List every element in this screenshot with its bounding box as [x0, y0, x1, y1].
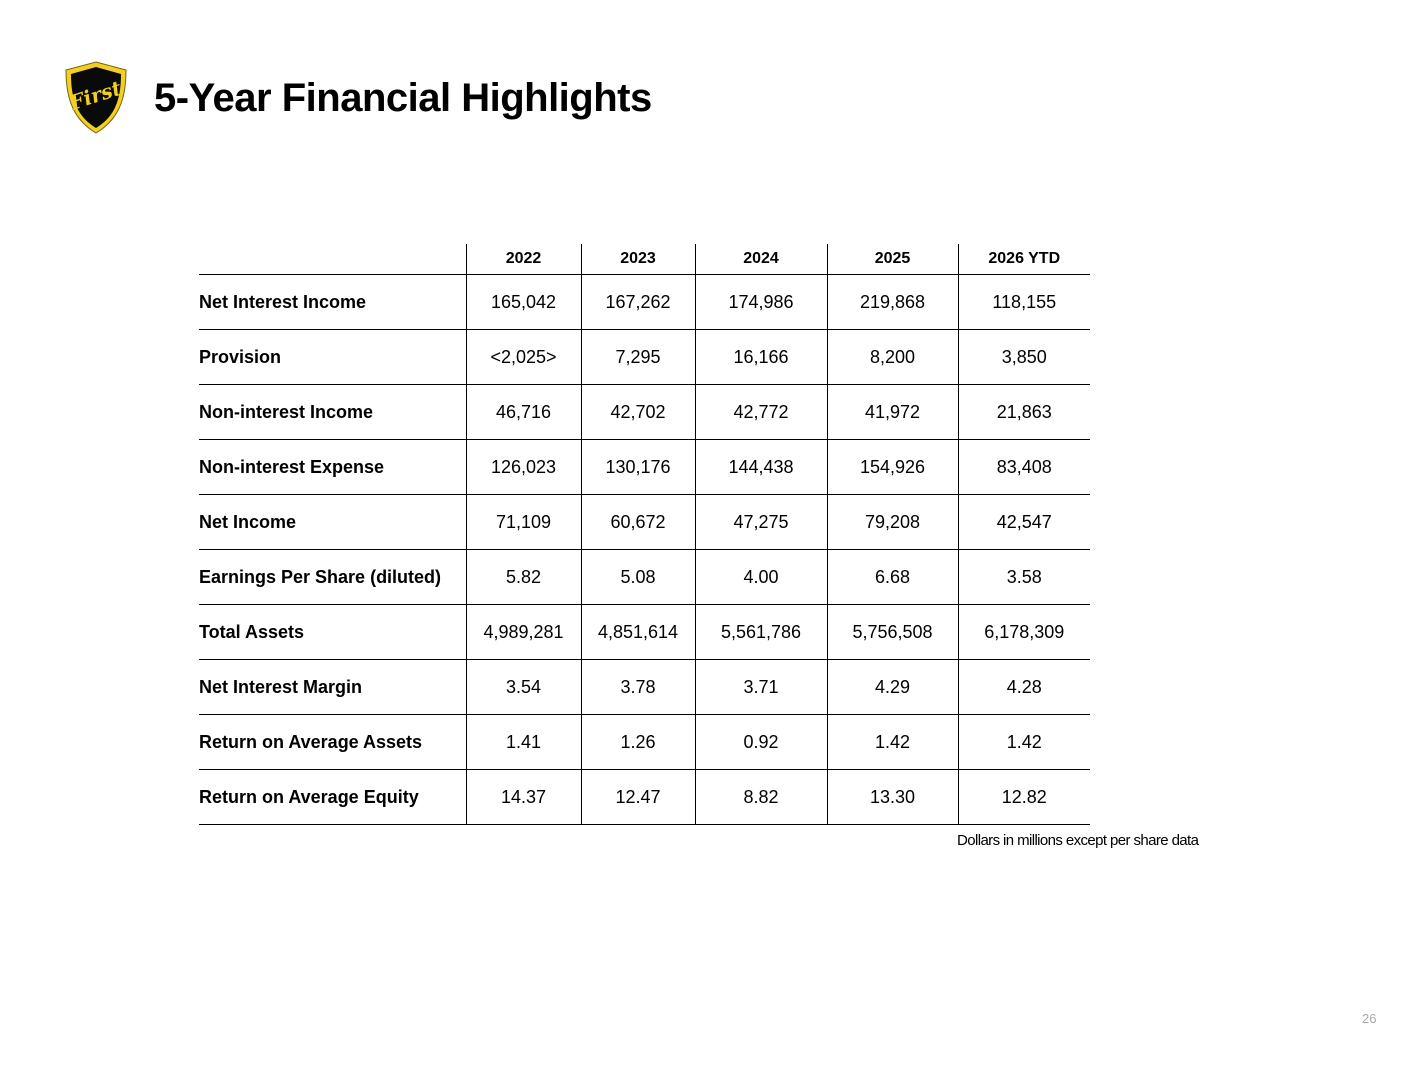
table-cell: 12.47	[581, 770, 695, 825]
table-cell: 3.54	[466, 660, 581, 715]
table-cell: 41,972	[827, 385, 958, 440]
table-cell: 4.29	[827, 660, 958, 715]
table-row	[199, 550, 1090, 605]
row-label: Return on Average Assets	[199, 715, 466, 770]
logo-wordmark: First	[66, 75, 125, 115]
row-label: Return on Average Equity	[199, 770, 466, 825]
table-row	[199, 495, 1090, 550]
table-cell: 1.26	[581, 715, 695, 770]
first-shield-logo	[63, 60, 129, 135]
table-cell: 79,208	[827, 495, 958, 550]
table-cell: 42,547	[958, 495, 1090, 550]
column-header: 2026 YTD	[958, 244, 1090, 275]
table-cell: 144,438	[695, 440, 827, 495]
table-row	[199, 440, 1090, 495]
table-cell: 8,200	[827, 330, 958, 385]
table-cell: 4.00	[695, 550, 827, 605]
table-cell: 16,166	[695, 330, 827, 385]
row-label: Provision	[199, 330, 466, 385]
table-cell: 8.82	[695, 770, 827, 825]
financial-highlights-table	[199, 244, 1090, 825]
table-row	[199, 715, 1090, 770]
table-cell: 3.58	[958, 550, 1090, 605]
row-label: Net Interest Income	[199, 275, 466, 330]
table-cell: 219,868	[827, 275, 958, 330]
table-cell: 165,042	[466, 275, 581, 330]
row-label: Non-interest Income	[199, 385, 466, 440]
table-row	[199, 275, 1090, 330]
table-cell: 42,702	[581, 385, 695, 440]
table-cell: 5.08	[581, 550, 695, 605]
row-label: Net Interest Margin	[199, 660, 466, 715]
table-cell: 118,155	[958, 275, 1090, 330]
table-cell: 47,275	[695, 495, 827, 550]
table-cell: 5.82	[466, 550, 581, 605]
column-header: 2025	[827, 244, 958, 275]
table-cell: 13.30	[827, 770, 958, 825]
column-header: 2024	[695, 244, 827, 275]
page-title: 5-Year Financial Highlights	[154, 76, 652, 120]
row-label: Total Assets	[199, 605, 466, 660]
table-cell: 5,756,508	[827, 605, 958, 660]
table-cell: 3,850	[958, 330, 1090, 385]
table-cell: 42,772	[695, 385, 827, 440]
table-row	[199, 605, 1090, 660]
table-cell: 21,863	[958, 385, 1090, 440]
table-cell: 3.78	[581, 660, 695, 715]
page-number: 26	[1362, 1011, 1377, 1026]
table-cell: 14.37	[466, 770, 581, 825]
table-body	[199, 275, 1090, 825]
table-cell: 1.42	[958, 715, 1090, 770]
table-cell: 126,023	[466, 440, 581, 495]
column-header: 2023	[581, 244, 695, 275]
table-cell: 60,672	[581, 495, 695, 550]
table-cell: 46,716	[466, 385, 581, 440]
table-cell: 6,178,309	[958, 605, 1090, 660]
table-row	[199, 770, 1090, 825]
table-cell: 130,176	[581, 440, 695, 495]
table-cell: 7,295	[581, 330, 695, 385]
table-cell: 71,109	[466, 495, 581, 550]
table-cell: 1.42	[827, 715, 958, 770]
table-header-row	[199, 244, 1090, 275]
footnote: Dollars in millions except per share data	[957, 832, 1199, 849]
table-cell: 3.71	[695, 660, 827, 715]
header-blank	[199, 244, 466, 275]
table-cell: 6.68	[827, 550, 958, 605]
table-row	[199, 330, 1090, 385]
table-cell: <2,025>	[466, 330, 581, 385]
row-label: Earnings Per Share (diluted)	[199, 550, 466, 605]
table-cell: 83,408	[958, 440, 1090, 495]
table-cell: 4,989,281	[466, 605, 581, 660]
table-row	[199, 660, 1090, 715]
row-label: Non-interest Expense	[199, 440, 466, 495]
table-cell: 167,262	[581, 275, 695, 330]
table-row	[199, 385, 1090, 440]
table-cell: 1.41	[466, 715, 581, 770]
table-cell: 5,561,786	[695, 605, 827, 660]
table-cell: 12.82	[958, 770, 1090, 825]
table-cell: 4.28	[958, 660, 1090, 715]
row-label: Net Income	[199, 495, 466, 550]
column-header: 2022	[466, 244, 581, 275]
table-cell: 0.92	[695, 715, 827, 770]
table-cell: 154,926	[827, 440, 958, 495]
table-cell: 4,851,614	[581, 605, 695, 660]
table-cell: 174,986	[695, 275, 827, 330]
